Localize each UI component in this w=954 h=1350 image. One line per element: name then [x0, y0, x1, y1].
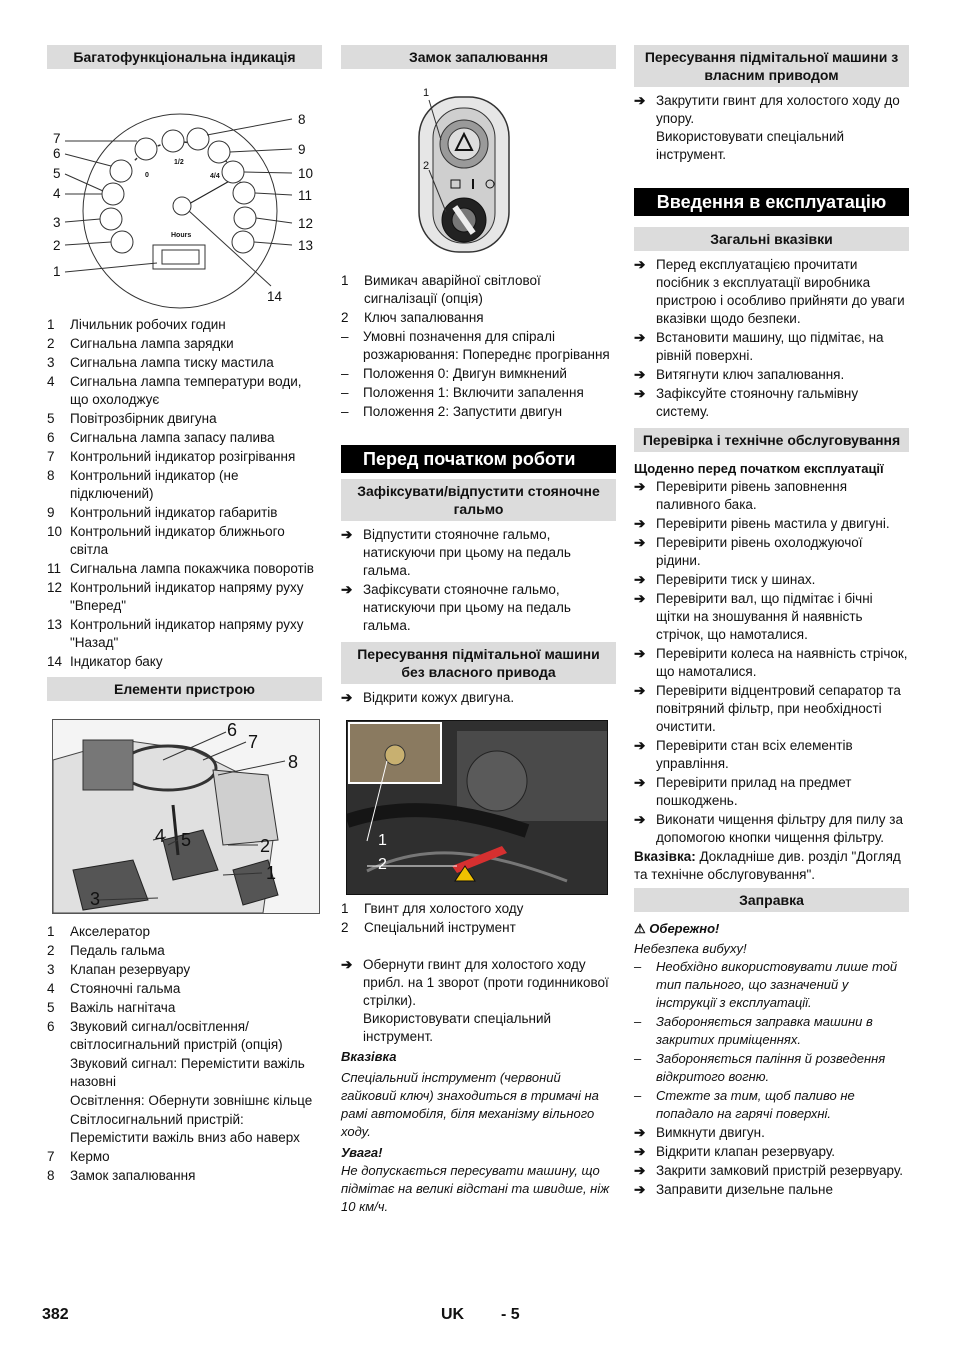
refuel-warning-item — [634, 958, 909, 1012]
daily-check-item — [634, 645, 909, 681]
arrow-icon: ➔ — [634, 93, 646, 108]
daily-heading: Щоденно перед початком експлуатації — [634, 461, 884, 476]
dial-legend-text: Контрольний індикатор напряму руху "Вперед" — [70, 580, 304, 613]
dash-bullet: – — [634, 1014, 642, 1029]
element-legend-number: 6 — [47, 1019, 55, 1034]
tighten-screw-text: Закрутити гвинт для холостого ходу до упору. — [656, 93, 900, 126]
refuel-warning-text: Стежте за тим, щоб паливо не попадало на гарячі поверхні. — [656, 1088, 855, 1121]
ignition-legend-number: 2 — [341, 310, 349, 325]
brake-step-text: Відпустити стояночне гальмо, натискуючи при цьому на педаль гальма. — [363, 527, 571, 578]
daily-check-item — [634, 515, 909, 533]
dial-legend-number: 7 — [47, 449, 55, 464]
general-step-text: Встановити машину, що підмітає, на рівній поверхні. — [656, 330, 884, 363]
daily-check-item — [634, 774, 909, 810]
move-without-drive-steps — [341, 689, 616, 707]
arrow-icon: ➔ — [634, 479, 646, 494]
engine-legend-item — [341, 919, 616, 937]
general-step-text: Перед експлуатацією прочитати посібник з експлуатації виробника пристрою і особливо прийняти до уваги вказівки щодо безпеки. — [656, 257, 905, 326]
ignition-position-text: Положення 1: Включити запалення — [363, 385, 584, 400]
reverse-icon — [232, 231, 254, 253]
section-page: - 5 — [501, 1306, 520, 1323]
general-step-item — [634, 366, 909, 384]
refuel-step-item — [634, 1124, 909, 1142]
device-elements-list — [47, 923, 322, 1185]
dial-legend-item — [47, 429, 322, 447]
turn-signal-icon — [233, 182, 255, 204]
photo-callout-3: 3 — [90, 889, 101, 909]
section-header-multifunction: Багатофункціональна індикація — [47, 45, 322, 69]
warning-triangle-icon: ⚠ — [634, 921, 646, 936]
photo-callout-2: 2 — [260, 836, 271, 856]
dash-bullet: – — [341, 329, 349, 344]
dial-legend-text: Повітрозбірник двигуна — [70, 411, 217, 426]
turn-screw-step — [341, 956, 616, 1046]
dial-legend-item — [47, 653, 322, 671]
ignition-drawing — [341, 82, 616, 257]
dash-bullet: – — [634, 1088, 642, 1103]
element-legend-item — [47, 999, 322, 1017]
ignition-lock-figure — [341, 82, 616, 257]
daily-check-text: Перевірити рівень заповнення паливного бака. — [656, 479, 848, 512]
ignition-position-text: Положення 0: Двигун вимкнений — [363, 366, 567, 381]
column-left — [47, 45, 322, 1186]
daily-check-text: Перевірити колеса на наявність стрічок, що намоталися. — [656, 646, 908, 679]
arrow-icon: ➔ — [634, 683, 646, 698]
ignition-legend-item — [341, 309, 616, 327]
arrow-icon: ➔ — [634, 516, 646, 531]
dial-legend-item — [47, 616, 322, 652]
general-step-item — [634, 256, 909, 328]
element-legend-text: Кермо — [70, 1149, 110, 1164]
refuel-warning-text: Необхідно використовувати лише той тип пального, що зазначений у інструкції з експлуатації. — [656, 959, 898, 1010]
dial-callout-2: 2 — [53, 238, 61, 253]
dial-legend-text: Сигнальна лампа зарядки — [70, 336, 234, 351]
photo-callout-5: 5 — [181, 830, 192, 850]
dial-legend-text: Контрольний індикатор напряму руху "Назад" — [70, 617, 304, 650]
arrow-icon: ➔ — [341, 527, 353, 542]
element-legend-text: Педаль гальма — [70, 943, 165, 958]
element-legend-item — [47, 923, 322, 941]
engine-legend-text: Гвинт для холостого ходу — [364, 901, 524, 916]
refuel-step-text: Закрити замковий пристрій резервуару. — [656, 1163, 903, 1178]
dial-legend-number: 5 — [47, 411, 55, 426]
daily-check-text: Перевірити прилад на предмет пошкоджень. — [656, 775, 852, 808]
arrow-icon: ➔ — [634, 1125, 646, 1140]
use-tool-text: Використовувати спеціальний інструмент. — [656, 129, 845, 162]
dial-legend-list — [47, 316, 322, 671]
section-header-refuel: Заправка — [634, 888, 909, 912]
daily-check-item — [634, 590, 909, 644]
dial-hours-label: Hours — [171, 232, 192, 239]
dial-legend-text: Контрольний індикатор розігрівання — [70, 449, 296, 464]
element-legend-number: 5 — [47, 1000, 55, 1015]
maintenance-note-text: Докладніше див. розділ "Догляд та технічне обслуговування". — [634, 849, 901, 882]
refuel-step-text: Заправити дизельне пальне — [656, 1182, 834, 1197]
dial-callout-1: 1 — [53, 264, 61, 279]
photo-callout-8: 8 — [288, 752, 299, 772]
dial-legend-item — [47, 467, 322, 503]
dial-legend-text: Сигнальна лампа запасу палива — [70, 430, 275, 445]
ignition-position-text: Положення 2: Запустити двигун — [363, 404, 563, 419]
dial-legend-text: Індикатор баку — [70, 654, 163, 669]
photo-callout-1: 1 — [266, 863, 277, 883]
ignition-legend-number: 1 — [341, 273, 349, 288]
refuel-steps — [634, 1124, 909, 1199]
section-header-general: Загальні вказівки — [634, 227, 909, 251]
daily-check-text: Перевірити вал, що підмітає і бічні щітки на зношування й наявність стрічок, що намоталися. — [656, 591, 873, 642]
dial-full-label: 4/4 — [210, 173, 220, 180]
element-legend-number: 8 — [47, 1168, 55, 1183]
element-legend-text: Акселератор — [70, 924, 151, 939]
not-connected-indicator-icon — [162, 130, 184, 152]
element-legend-item — [47, 1167, 322, 1185]
dial-legend-number: 4 — [47, 374, 55, 389]
general-step-text: Витягнути ключ запалювання. — [656, 367, 845, 382]
general-step-text: Зафіксуйте стояночну гальмівну систему. — [656, 386, 859, 419]
dash-bullet: – — [341, 404, 349, 419]
dial-legend-text: Контрольний індикатор ближнього світла — [70, 524, 285, 557]
element-legend-number: 3 — [47, 962, 55, 977]
engine-callout-1: 1 — [378, 832, 387, 849]
element-legend-number: 4 — [47, 981, 55, 996]
element-legend-number: 7 — [47, 1149, 55, 1164]
arrow-icon: ➔ — [634, 1144, 646, 1159]
dial-legend-text: Сигнальна лампа покажчика поворотів — [70, 561, 314, 576]
dial-callout-6: 6 — [53, 146, 61, 161]
arrow-icon: ➔ — [634, 330, 646, 345]
general-step-item — [634, 329, 909, 365]
element-legend-text: Замок запалювання — [70, 1168, 196, 1183]
dial-legend-number: 13 — [47, 617, 63, 632]
refuel-step-text: Вимкнути двигун. — [656, 1125, 765, 1140]
daily-check-text: Перевірити відцентровий сепаратор та повітряний фільтр, при необхідності очистити. — [656, 683, 901, 734]
element-legend-number: 1 — [47, 924, 55, 939]
dial-callout-12: 12 — [298, 216, 314, 231]
dial-legend-item — [47, 335, 322, 353]
ignition-callout-1: 1 — [423, 87, 430, 99]
arrow-icon: ➔ — [634, 1182, 646, 1197]
move-step-text: Відкрити кожух двигуна. — [363, 690, 515, 705]
element-legend-subitem: Звуковий сигнал: Перемістити важіль назовні — [70, 1056, 305, 1089]
arrow-icon: ➔ — [634, 775, 646, 790]
section-header-ignition: Замок запалювання — [341, 45, 616, 69]
dial-legend-text: Сигнальна лампа температури води, що охолоджує — [70, 374, 302, 407]
low-beam-lamp-icon — [222, 161, 244, 183]
element-legend-number: 2 — [47, 943, 55, 958]
engine-legend-number: 2 — [341, 920, 349, 935]
dial-legend-item — [47, 316, 322, 334]
section-header-parking-brake: Зафіксувати/відпустити стояночне гальмо — [341, 479, 616, 521]
engine-legend-list — [341, 900, 616, 937]
general-instructions — [634, 256, 909, 421]
ignition-callout-2: 2 — [423, 160, 430, 172]
column-middle — [341, 45, 616, 1216]
section-header-commissioning: Введення в експлуатацію — [634, 188, 909, 216]
note-heading: Вказівка — [341, 1049, 397, 1064]
arrow-icon: ➔ — [341, 582, 353, 597]
element-legend-subitem: Освітлення: Обернути зовнішнє кільце — [70, 1093, 313, 1108]
explosion-danger: Небезпека вибуху! — [634, 941, 747, 956]
refuel-warning-text: Забороняється заправка машини в закритих приміщеннях. — [656, 1014, 873, 1047]
refuel-step-item — [634, 1162, 909, 1180]
daily-check-text: Виконати чищення фільтру для пилу за допомогою кнопки чищення фільтру. — [656, 812, 904, 845]
section-header-elements: Елементи пристрою — [47, 677, 322, 701]
daily-check-item — [634, 478, 909, 514]
dial-legend-item — [47, 410, 322, 428]
dash-bullet: – — [634, 959, 642, 974]
photo-callout-7: 7 — [248, 732, 259, 752]
section-header-before-work: Перед початком роботи — [341, 445, 616, 473]
engine-legend-item — [341, 900, 616, 918]
parking-brake-steps — [341, 526, 616, 635]
refuel-warning-item — [634, 1013, 909, 1049]
engine-legend-text: Спеціальний інструмент — [364, 920, 516, 935]
arrow-icon: ➔ — [634, 572, 646, 587]
cockpit-drawing — [53, 720, 319, 913]
engine-callout-2: 2 — [378, 856, 387, 873]
dial-callout-4: 4 — [53, 186, 61, 201]
arrow-icon: ➔ — [634, 257, 646, 272]
maintenance-note — [634, 848, 909, 884]
dial-legend-text: Контрольний індикатор (не підключений) — [70, 468, 239, 501]
arrow-icon: ➔ — [634, 738, 646, 753]
dial-zero-label: 0 — [145, 172, 149, 179]
dial-legend-item — [47, 448, 322, 466]
daily-checks-list — [634, 478, 909, 847]
refuel-step-item — [634, 1143, 909, 1161]
element-legend-item — [47, 980, 322, 998]
dial-legend-text: Контрольний індикатор габаритів — [70, 505, 278, 520]
dial-legend-item — [47, 523, 322, 559]
element-legend-subitem: Світлосигнальний пристрій: Перемістити важіль вниз або наверх — [70, 1112, 300, 1145]
move-step-item — [341, 689, 616, 707]
dial-legend-number: 11 — [47, 561, 62, 576]
fuel-reserve-icon — [110, 160, 132, 182]
daily-check-text: Перевірити стан всіх елементів управління. — [656, 738, 853, 771]
dial-callout-7: 7 — [53, 131, 61, 146]
element-legend-item — [47, 961, 322, 979]
dial-legend-number: 9 — [47, 505, 55, 520]
dash-bullet: – — [341, 366, 349, 381]
dial-legend-number: 6 — [47, 430, 55, 445]
dial-legend-number: 8 — [47, 468, 55, 483]
dial-legend-item — [47, 579, 322, 615]
element-legend-text: Звуковий сигнал/освітлення/ світлосигнальний пристрій (опція) — [70, 1019, 283, 1052]
ignition-position-item — [341, 328, 616, 364]
dash-bullet: – — [341, 385, 349, 400]
dial-legend-number: 14 — [47, 654, 63, 669]
ignition-position-text: Умовні позначення для спіралі розжарювання: Попереднє прогрівання — [363, 329, 610, 362]
dial-legend-number: 1 — [47, 317, 55, 332]
dial-callout-8: 8 — [298, 112, 306, 127]
refuel-warning-text: Забороняється паління й розведення відкритого вогню. — [656, 1051, 886, 1084]
device-elements-photo — [52, 719, 320, 914]
dial-callout-10: 10 — [298, 166, 314, 181]
parking-lights-icon — [187, 128, 209, 150]
element-legend-item — [47, 1148, 322, 1166]
arrow-icon: ➔ — [634, 812, 646, 827]
dial-callout-13: 13 — [298, 238, 314, 253]
turn-screw-tool-text: Використовувати спеціальний інструмент. — [363, 1011, 552, 1044]
photo-callout-4: 4 — [155, 826, 166, 846]
maintenance-note-label: Вказівка: — [634, 849, 696, 864]
dial-callout-5: 5 — [53, 166, 61, 181]
dial-legend-item — [47, 354, 322, 372]
warning-heading: Увага! — [341, 1145, 383, 1160]
turn-screw-text: Обернути гвинт для холостого ходу прибл. на 1 зворот (проти годинникової стрілки). — [363, 957, 609, 1008]
refuel-warning-item — [634, 1087, 909, 1123]
warning-text: Не допускається пересувати машину, що підмітає на великі відстані та швидше, ніж 10 км/ч. — [341, 1163, 610, 1214]
dash-bullet: – — [634, 1051, 642, 1066]
refuel-step-text: Відкрити клапан резервуару. — [656, 1144, 836, 1159]
caution-heading — [634, 920, 909, 938]
engine-legend-number: 1 — [341, 901, 349, 916]
forward-icon — [234, 207, 256, 229]
arrow-icon: ➔ — [634, 367, 646, 382]
arrow-icon: ➔ — [634, 386, 646, 401]
instrument-dial-figure — [47, 111, 322, 311]
daily-check-item — [634, 571, 909, 589]
dial-legend-text: Лічильник робочих годин — [70, 317, 226, 332]
page-number: 382 — [42, 1306, 69, 1323]
daily-check-text: Перевірити рівень мастила у двигуні. — [656, 516, 890, 531]
arrow-icon: ➔ — [634, 591, 646, 606]
element-legend-text: Клапан резервуару — [70, 962, 191, 977]
refuel-step-item — [634, 1181, 909, 1199]
brake-step-text: Зафіксувати стояночне гальмо, натискуючи при цьому на педаль гальма. — [363, 582, 571, 633]
ignition-legend-text: Ключ запалювання — [364, 310, 484, 325]
dial-callout-9: 9 — [298, 142, 306, 157]
section-header-move-without-drive: Пересування підмітальної машини без власного привода — [341, 642, 616, 684]
daily-check-text: Перевірити рівень охолоджуючої рідини. — [656, 535, 863, 568]
low-beam-icon — [208, 141, 230, 163]
preheat-indicator-icon — [135, 138, 157, 160]
note-text: Спеціальний інструмент (червоний гайковий ключ) знаходиться в тримачі на рамі автомобіля, біля механізму вільного ходу. — [341, 1070, 599, 1139]
ignition-position-item — [341, 384, 616, 402]
general-step-item — [634, 385, 909, 421]
move-with-drive-step — [634, 92, 909, 164]
daily-check-item — [634, 682, 909, 736]
arrow-icon: ➔ — [341, 957, 353, 972]
dial-legend-item — [47, 504, 322, 522]
language-code: UK — [441, 1306, 465, 1323]
element-legend-item — [47, 1018, 322, 1054]
engine-photo — [346, 720, 608, 895]
element-legend-text: Важіль нагнітача — [70, 1000, 176, 1015]
dial-half-label: 1/2 — [174, 159, 184, 166]
photo-callout-6: 6 — [227, 720, 238, 740]
dial-callout-3: 3 — [53, 215, 61, 230]
ignition-legend-text: Вимикач аварійної світлової сигналізації (опція) — [364, 273, 541, 306]
arrow-icon: ➔ — [634, 1163, 646, 1178]
ignition-list — [341, 272, 616, 327]
section-header-check: Перевірка і технічне обслуговування — [634, 428, 909, 452]
arrow-icon: ➔ — [634, 646, 646, 661]
daily-check-text: Перевірити тиск у шинах. — [656, 572, 816, 587]
arrow-icon: ➔ — [341, 690, 353, 705]
dial-callout-14: 14 — [267, 289, 283, 304]
dial-drawing — [47, 111, 322, 311]
brake-step-item — [341, 581, 616, 635]
element-legend-text: Стояночні гальма — [70, 981, 181, 996]
caution-text: Обережно! — [649, 921, 720, 936]
daily-check-item — [634, 534, 909, 570]
ignition-legend-item — [341, 272, 616, 308]
brake-step-item — [341, 526, 616, 580]
column-right — [634, 45, 909, 1200]
dial-callout-11: 11 — [298, 188, 313, 203]
dial-legend-number: 12 — [47, 580, 63, 595]
refuel-warning-item — [634, 1050, 909, 1086]
dial-legend-number: 3 — [47, 355, 55, 370]
ignition-position-item — [341, 365, 616, 383]
element-legend-item — [47, 942, 322, 960]
ignition-position-item — [341, 403, 616, 421]
ignition-positions-list — [341, 328, 616, 421]
oil-pressure-icon — [100, 208, 122, 230]
dial-legend-item — [47, 373, 322, 409]
daily-check-item — [634, 811, 909, 847]
arrow-icon: ➔ — [634, 535, 646, 550]
coolant-temp-icon — [102, 183, 124, 205]
daily-check-item — [634, 737, 909, 773]
dial-legend-number: 10 — [47, 524, 63, 539]
dial-legend-item — [47, 560, 322, 578]
dial-legend-text: Сигнальна лампа тиску мастила — [70, 355, 274, 370]
refuel-warnings — [634, 958, 909, 1123]
charge-icon — [111, 231, 133, 253]
section-header-move-with-drive: Пересування підмітальної машини з власним приводом — [634, 45, 909, 87]
dial-legend-number: 2 — [47, 336, 55, 351]
